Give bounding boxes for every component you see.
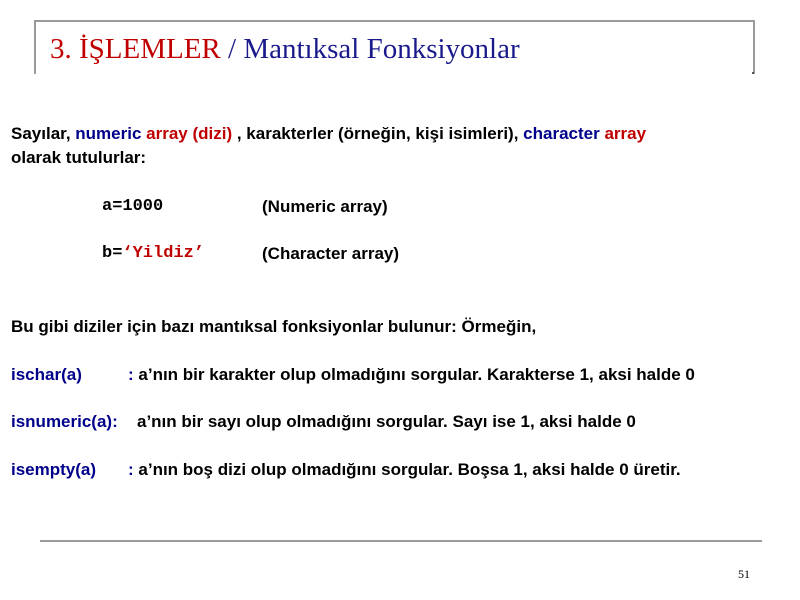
example-code-numeric (102, 197, 163, 217)
lead-sentence: Bu gibi diziler için bazı mantıksal fonksiyonlar bulunur: Örmeğin, (11, 317, 537, 336)
function-row-isempty (0, 460, 800, 482)
intro-line-2: olarak tutulurlar: (11, 148, 147, 167)
keyword-array-dizi: array (dizi) (146, 124, 233, 143)
keyword-character: character (523, 124, 600, 143)
slide-title (50, 32, 520, 67)
function-desc-text: a’nın boş dizi olup olmadığını sorgular. Boşsa 1, aksi halde 0 üretir. (133, 460, 681, 479)
title-section-number: 3. İŞLEMLER (50, 33, 221, 65)
example-row-numeric (11, 197, 791, 219)
intro-text-middle: , karakterler (örneğin, kişi isimleri), (232, 124, 524, 143)
page-number: 51 (738, 567, 750, 581)
example-code-text: b= (102, 244, 123, 263)
intro-text: Sayılar, (11, 124, 76, 143)
example-code-string: ‘Yildiz’ (122, 244, 205, 263)
keyword-array: array (604, 124, 647, 143)
title-topic: Mantıksal Fonksiyonlar (243, 33, 520, 65)
function-desc (128, 460, 681, 480)
function-desc (128, 365, 695, 385)
title-frame-top (34, 20, 755, 22)
keyword-numeric: numeric (75, 124, 142, 143)
function-row-ischar (0, 365, 800, 387)
example-row-character (11, 244, 791, 266)
function-colon: : (112, 412, 118, 431)
function-name: isempty(a) (11, 460, 97, 479)
example-code-character (102, 244, 204, 264)
frame-corner-dot (752, 72, 754, 74)
title-separator: / (220, 33, 244, 65)
function-colon: : (128, 365, 134, 384)
function-desc-text: a’nın bir karakter olup olmadığını sorgular. Karakterse 1, aksi halde 0 (133, 365, 695, 384)
footer-divider (40, 540, 762, 542)
title-frame-right (753, 20, 755, 74)
function-row-isnumeric (0, 412, 800, 434)
title-frame-left (34, 20, 36, 74)
intro-line-1 (11, 124, 646, 144)
example-desc-character: (Character array) (262, 244, 400, 263)
function-name: ischar(a) (11, 365, 82, 384)
example-desc-numeric: (Numeric array) (262, 197, 388, 216)
function-name-text: isnumeric(a) (11, 412, 113, 431)
function-name (11, 412, 118, 432)
function-desc: a’nın bir sayı olup olmadığını sorgular. Sayı ise 1, aksi halde 0 (137, 412, 636, 431)
example-code-text: a=1000 (102, 197, 164, 216)
function-colon: : (128, 460, 134, 479)
